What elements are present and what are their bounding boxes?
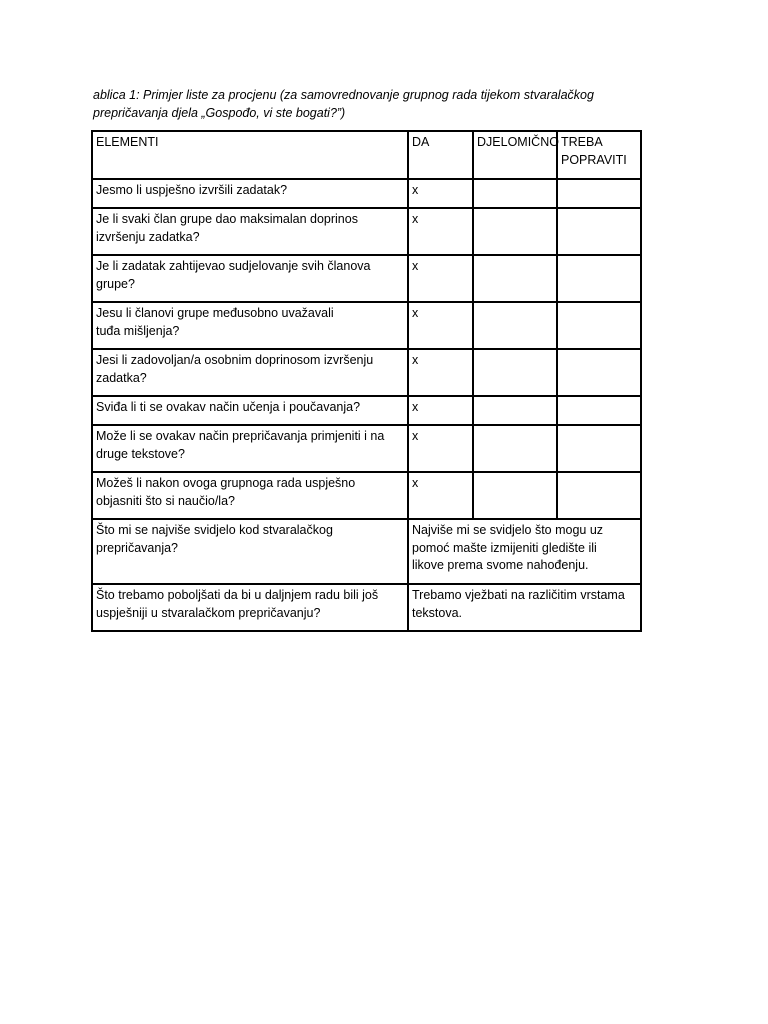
answer-djelomicno <box>473 179 557 208</box>
answer-da: x <box>408 208 473 255</box>
answer-line: likove prema svome nahođenju. <box>412 558 589 572</box>
question-cell <box>92 255 408 302</box>
answer-treba-popraviti <box>557 349 641 396</box>
question-cell <box>92 425 408 472</box>
header-djelomicno: DJELOMIČNO <box>473 131 557 179</box>
caption-line-1: ablica 1: Primjer liste za procjenu (za samovrednovanje grupnog rada tijekom stvaralačkog <box>93 88 594 102</box>
header-treba-popraviti <box>557 131 641 179</box>
header-row <box>92 131 641 179</box>
table-row <box>92 349 641 396</box>
answer-da: x <box>408 396 473 425</box>
answer-line: pomoć mašte izmijeniti gledište ili <box>412 540 597 555</box>
answer-da: x <box>408 425 473 472</box>
question-cell <box>92 208 408 255</box>
question-cell <box>92 472 408 519</box>
answer-djelomicno <box>473 302 557 349</box>
table-row <box>92 302 641 349</box>
table-row <box>92 179 641 208</box>
table-row <box>92 472 641 519</box>
answer-line: tekstova. <box>412 605 463 620</box>
question-cell <box>92 302 408 349</box>
answer-djelomicno <box>473 255 557 302</box>
answer-da: x <box>408 472 473 519</box>
question-cell <box>92 396 408 425</box>
open-answer-cell <box>408 584 641 631</box>
table-row <box>92 425 641 472</box>
table-row <box>92 396 641 425</box>
answer-treba-popraviti <box>557 255 641 302</box>
open-question-row <box>92 584 641 631</box>
open-question-row <box>92 519 641 584</box>
question-line: Možeš li nakon ovoga grupnoga rada uspješno <box>96 476 356 490</box>
question-line: tuđa mišljenja? <box>96 323 180 338</box>
answer-treba-popraviti <box>557 472 641 519</box>
table-caption <box>93 86 653 122</box>
answer-djelomicno <box>473 472 557 519</box>
question-line: Što trebamo poboljšati da bi u daljnjem radu bili još <box>96 588 379 602</box>
answer-treba-popraviti <box>557 208 641 255</box>
question-line: druge tekstove? <box>96 446 185 461</box>
question-line: zadatka? <box>96 370 147 385</box>
answer-da: x <box>408 255 473 302</box>
question-line: Što mi se najviše svidjelo kod stvaralačkog <box>96 523 333 537</box>
question-line: Je li svaki član grupe dao maksimalan doprinos <box>96 212 358 226</box>
question-line: Može li se ovakav način prepričavanja primjeniti i na <box>96 429 385 443</box>
question-line: prepričavanja? <box>96 540 178 555</box>
table-row <box>92 208 641 255</box>
question-cell <box>92 584 408 631</box>
answer-treba-popraviti <box>557 425 641 472</box>
question-line: Jesu li članovi grupe međusobno uvažavali <box>96 306 334 320</box>
answer-djelomicno <box>473 349 557 396</box>
question-cell <box>92 349 408 396</box>
header-da: DA <box>408 131 473 179</box>
evaluation-table <box>91 130 642 632</box>
question-line: izvršenju zadatka? <box>96 229 200 244</box>
question-line: Je li zadatak zahtijevao sudjelovanje svih članova <box>96 259 371 273</box>
answer-djelomicno <box>473 425 557 472</box>
answer-da: x <box>408 302 473 349</box>
header-elementi: ELEMENTI <box>92 131 408 179</box>
answer-line: Najviše mi se svidjelo što mogu uz <box>412 523 604 537</box>
question-line: Sviđa li ti se ovakav način učenja i poučavanja? <box>96 400 361 414</box>
header-treba-line2: POPRAVITI <box>561 152 627 167</box>
question-line: objasniti što si naučio/la? <box>96 493 235 508</box>
answer-da: x <box>408 349 473 396</box>
question-line: Jesmo li uspješno izvršili zadatak? <box>96 183 288 197</box>
answer-djelomicno <box>473 396 557 425</box>
question-line: Jesi li zadovoljan/a osobnim doprinosom izvršenju <box>96 353 374 367</box>
question-cell <box>92 519 408 584</box>
question-cell <box>92 179 408 208</box>
answer-da: x <box>408 179 473 208</box>
answer-line: Trebamo vježbati na različitim vrstama <box>412 588 625 602</box>
answer-treba-popraviti <box>557 396 641 425</box>
table-row <box>92 255 641 302</box>
answer-treba-popraviti <box>557 302 641 349</box>
caption-line-2: prepričavanja djela „Gospođo, vi ste bogati?”) <box>93 106 346 120</box>
question-line: uspješniji u stvaralačkom prepričavanju? <box>96 605 321 620</box>
header-treba-line1: TREBA <box>561 135 603 149</box>
open-answer-cell <box>408 519 641 584</box>
answer-treba-popraviti <box>557 179 641 208</box>
answer-djelomicno <box>473 208 557 255</box>
question-line: grupe? <box>96 276 135 291</box>
